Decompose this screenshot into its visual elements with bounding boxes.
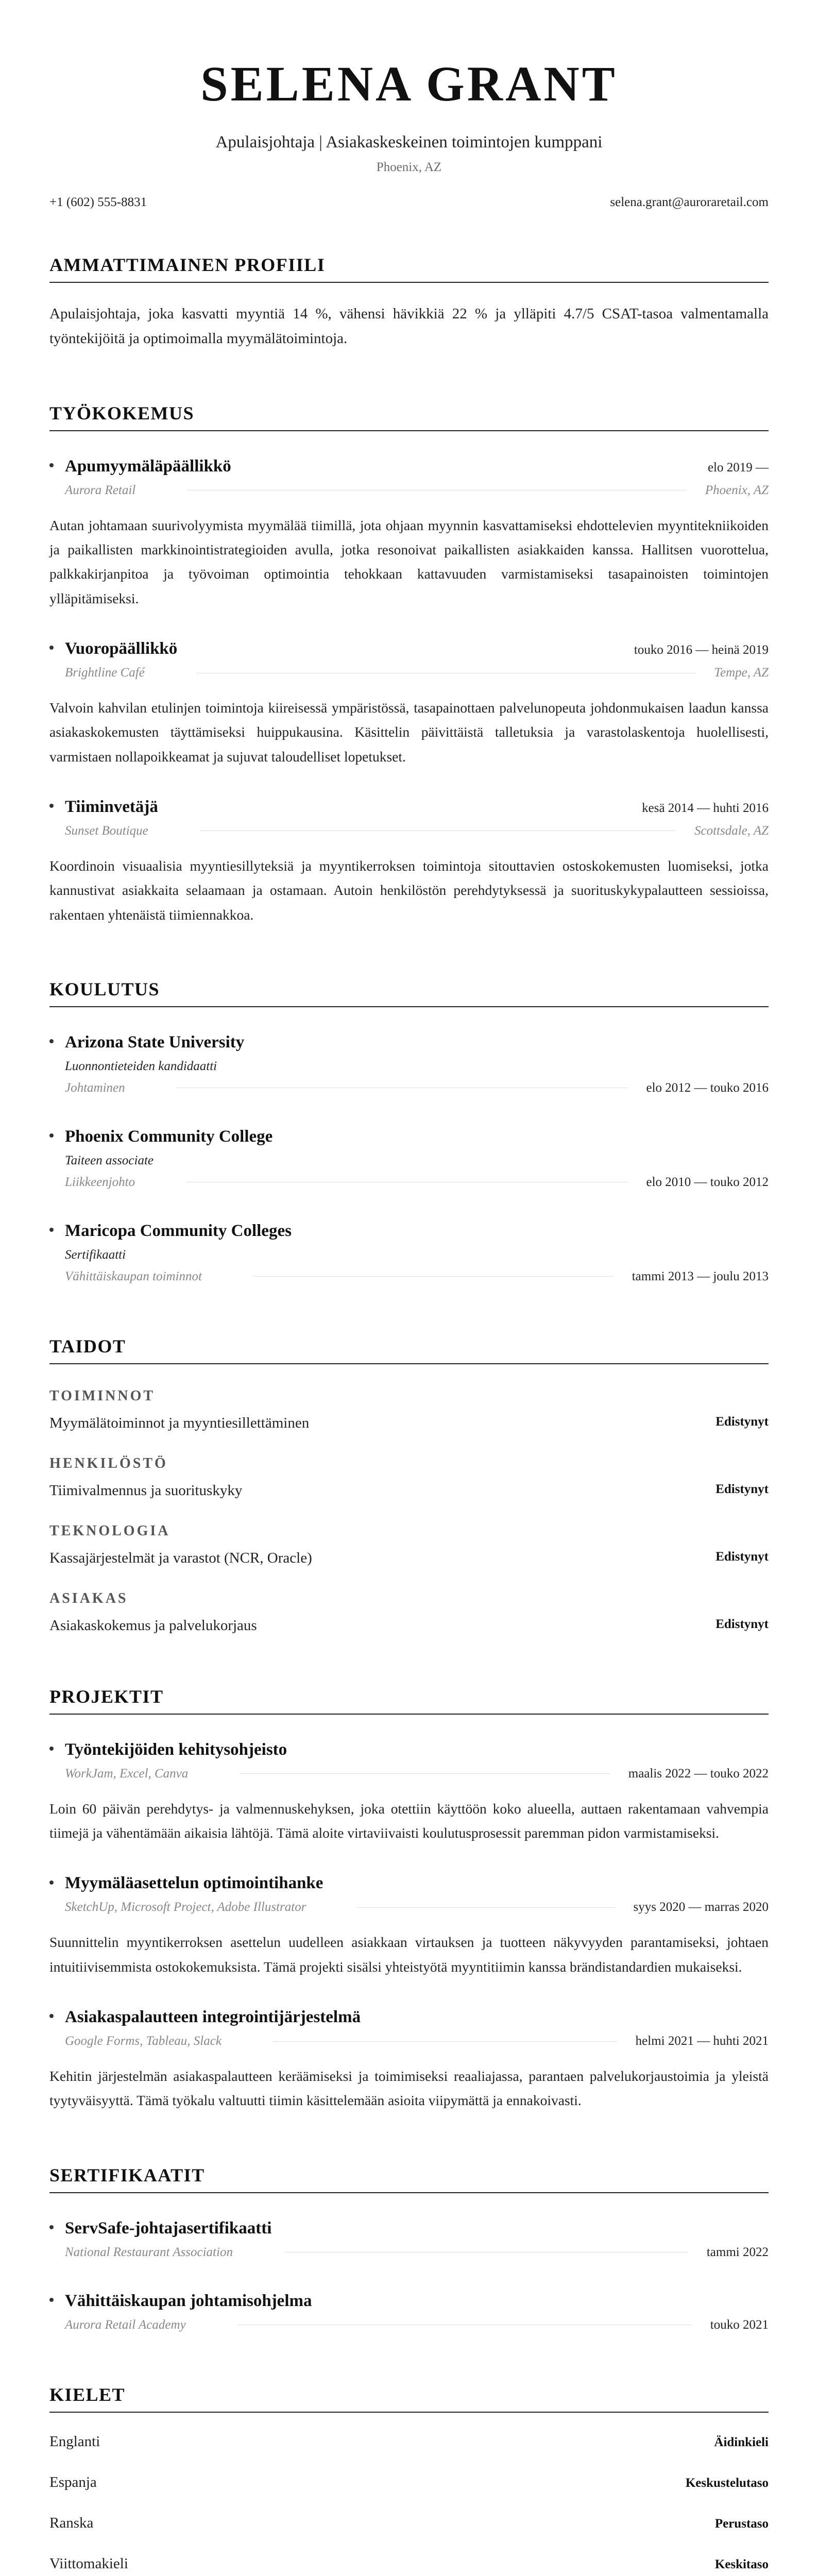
certification-date: touko 2021: [710, 2317, 769, 2332]
candidate-title: Apulaisjohtaja | Asiakaskeskeinen toimintojen kumppani: [215, 132, 603, 151]
project-description: Kehitin järjestelmän asiakaspalautteen keräämiseksi ja toimimiseksi reaaliajassa, parantaen palvelukorjaustoimia ja yleistä tyytyväisyyttä. Tämä työkalu valtuutti tiimin käsittelemään asioita viipymättä ja ennakoivasti.: [49, 2068, 769, 2109]
certification-date: tammi 2022: [706, 2245, 769, 2259]
project-entry: [49, 1874, 769, 1979]
section-heading: KIELET: [49, 2384, 769, 2413]
project-tools: SketchUp, Microsoft Project, Adobe Illustrator: [65, 1900, 306, 1914]
skill-category: HENKILÖSTÖ: [49, 1455, 168, 1471]
certification-issuer: National Restaurant Association: [65, 2245, 233, 2259]
profile-text: Apulaisjohtaja, joka kasvatti myyntiä 14 %, vähensi hävikkiä 22 % ja ylläpiti 4.7/5 CSAT-tasoa valmentamalla työntekijöitä ja optimoimalla myymälätoimintoja.: [49, 305, 769, 347]
job-date: elo 2019 —: [707, 460, 769, 474]
project-date: maalis 2022 — touko 2022: [628, 1766, 769, 1781]
experience-entry: [49, 798, 769, 927]
section-heading: TYÖKOKEMUS: [49, 402, 769, 431]
employer: Aurora Retail: [65, 483, 136, 497]
project-title: Myymäläasettelun optimointihanke: [65, 1874, 323, 1893]
experience-entry: [49, 457, 769, 611]
language-name: Englanti: [49, 2433, 100, 2450]
project-tools: Google Forms, Tableau, Slack: [65, 2034, 221, 2048]
divider: [253, 1276, 614, 1277]
certification-title: ServSafe-johtajasertifikaatti: [65, 2218, 272, 2238]
skill-level: Edistynyt: [715, 1549, 769, 1564]
skill-group: [49, 1455, 769, 1499]
school-name: Phoenix Community College: [65, 1127, 273, 1146]
job-title: Apumyymäläpäällikkö: [65, 456, 231, 476]
job-title: Vuoropäällikkö: [65, 639, 178, 658]
language-name: Espanja: [49, 2473, 97, 2490]
skill-group: [49, 1590, 769, 1634]
project-description: Suunnittelin myyntikerroksen asettelun uudelleen asiakkaan virtauksen ja tuotteen näkyvyyden parantamiseksi, johtaen intuitiivisemmista ostokokemuksista. Tämä projekti sisälsi yhteistyötä myyntitiimin kanssa brändistandardien mukaiseksi.: [49, 1934, 769, 1975]
section-heading: PROJEKTIT: [49, 1686, 769, 1715]
job-location: Scottsdale, AZ: [694, 823, 769, 838]
phone-link[interactable]: +1 (602) 555-8831: [49, 195, 147, 209]
project-date: syys 2020 — marras 2020: [633, 1900, 769, 1914]
job-description: Autan johtamaan suurivolyymista myymälää tiimillä, jota ohjaan myynnin kasvattamiseksi ehdottelevien myyntitekniikoiden ja paikallisten markkinointistrategioiden avulla, jotka resonoivat paikallisten asiakkaiden kanssa. Hallitsen vuorottelua, palkkakirjanpitoa ja työvoiman optimointia tehokkaan kattavuuden varmistamiseksi tasapainoisten toimintojen ylläpitämiseksi.: [49, 517, 769, 606]
candidate-location: Phoenix, AZ: [376, 160, 442, 174]
section-heading: TAIDOT: [49, 1335, 769, 1364]
job-description: Valvoin kahvilan etulinjen toimintoja kiireisessä ympäristössä, tasapainottaen palvelunopeuta johdonmukaisen laadun kanssa asiakaskokemusten täyttämiseksi huippukausina. Käsittelin päivittäistä talletuksia ja varastolaskentoja huolellisesti, varmistaen nollapoikkeamat ja sujuvat taloudelliset lopetukset.: [49, 700, 769, 765]
bullet-icon: [49, 2298, 54, 2302]
language-level: Keskustelutaso: [685, 2476, 769, 2490]
language-row: [49, 2515, 769, 2532]
project-description: Loin 60 päivän perehdytys- ja valmennuskehyksen, joka otettiin käyttöön koko alueella, auttaen rakentamaan vahvempia tiimejä ja vähentämään aikaisia lähtöjä. Tämä aloite virtaviivaisti koulutusprosessit paremman pidon varmistamiseksi.: [49, 1800, 769, 1841]
bullet-icon: [49, 1133, 54, 1138]
project-title: Asiakaspalautteen integrointijärjestelmä: [65, 2008, 361, 2026]
language-name: Ranska: [49, 2514, 94, 2531]
experience-entry: [49, 639, 769, 769]
certification-entry: [49, 2292, 769, 2332]
certification-issuer: Aurora Retail Academy: [65, 2317, 186, 2332]
language-row: [49, 2474, 769, 2491]
bullet-icon: [49, 2014, 54, 2018]
field-of-study: Vähittäiskaupan toiminnot: [65, 1269, 202, 1283]
job-location: Tempe, AZ: [714, 666, 769, 680]
skill-name: Kassajärjestelmät ja varastot (NCR, Oracle): [49, 1549, 312, 1566]
education-entry: [49, 1127, 769, 1190]
bullet-icon: [49, 646, 54, 650]
language-level: Perustaso: [714, 2516, 769, 2531]
job-location: Phoenix, AZ: [705, 483, 769, 497]
contact-row: [49, 195, 769, 210]
skill-category: TOIMINNOT: [49, 1387, 156, 1404]
job-description: Koordinoin visuaalisia myyntiesillyteksiä ja myyntikerroksen toimintoja sitouttavien ostoskokemusten luomiseksi, jotka kannustivat asiakkaita selaamaan ja ostamaan. Autoin henkilöstön perehdytyksessä ja suorituskykypalautteen sessioissa, rakentaen yhtenäistä tiimiennakkoa.: [49, 857, 769, 923]
field-of-study: Johtaminen: [65, 1080, 125, 1095]
skills-section: [49, 1335, 769, 1634]
certification-title: Vähittäiskaupan johtamisohjelma: [65, 2291, 312, 2310]
resume-header: [49, 57, 769, 210]
projects-section: [49, 1686, 769, 2113]
project-entry: [49, 2008, 769, 2113]
skill-group: [49, 1388, 769, 1432]
profile-section: [49, 254, 769, 351]
project-entry: [49, 1740, 769, 1845]
job-date: kesä 2014 — huhti 2016: [642, 801, 769, 815]
employer: Sunset Boutique: [65, 823, 148, 838]
languages-section: [49, 2384, 769, 2572]
job-title: Tiiminvetäjä: [65, 797, 158, 816]
skill-category: TEKNOLOGIA: [49, 1522, 171, 1539]
bullet-icon: [49, 2225, 54, 2229]
bullet-icon: [49, 463, 54, 467]
project-tools: WorkJam, Excel, Canva: [65, 1766, 189, 1781]
skill-name: Myymälätoiminnot ja myyntiesillettäminen: [49, 1414, 310, 1431]
bullet-icon: [49, 804, 54, 808]
project-date: helmi 2021 — huhti 2021: [635, 2034, 769, 2048]
education-date: tammi 2013 — joulu 2013: [632, 1269, 769, 1283]
experience-section: [49, 402, 769, 927]
language-level: Äidinkieli: [714, 2435, 769, 2449]
skill-category: ASIAKAS: [49, 1590, 128, 1606]
school-name: Maricopa Community Colleges: [65, 1221, 292, 1240]
field-of-study: Liikkeenjohto: [65, 1175, 135, 1189]
divider: [357, 1907, 615, 1908]
job-date: touko 2016 — heinä 2019: [634, 643, 769, 657]
skill-name: Asiakaskokemus ja palvelukorjaus: [49, 1617, 257, 1634]
language-row: [49, 2433, 769, 2450]
skill-level: Edistynyt: [715, 1414, 769, 1429]
education-date: elo 2010 — touko 2012: [646, 1175, 769, 1189]
bullet-icon: [49, 1880, 54, 1885]
divider: [273, 2041, 617, 2042]
email-link[interactable]: selena.grant@auroraretail.com: [610, 195, 769, 209]
language-row: [49, 2555, 769, 2572]
bullet-icon: [49, 1228, 54, 1232]
skill-level: Edistynyt: [715, 1617, 769, 1631]
school-name: Arizona State University: [65, 1032, 245, 1052]
language-name: Viittomakieli: [49, 2555, 128, 2572]
skill-level: Edistynyt: [715, 1482, 769, 1496]
education-entry: [49, 1222, 769, 1284]
education-entry: [49, 1033, 769, 1095]
language-list: [49, 2433, 769, 2572]
section-heading: KOULUTUS: [49, 978, 769, 1007]
education-section: [49, 978, 769, 1284]
degree: Luonnontieteiden kandidaatti: [65, 1059, 217, 1073]
section-heading: AMMATTIMAINEN PROFIILI: [49, 254, 769, 283]
degree: Taiteen associate: [65, 1153, 154, 1167]
bullet-icon: [49, 1747, 54, 1751]
bullet-icon: [49, 1039, 54, 1043]
skill-name: Tiimivalmennus ja suorituskyky: [49, 1482, 243, 1499]
certification-entry: [49, 2219, 769, 2260]
employer: Brightline Café: [65, 666, 145, 680]
certifications-section: [49, 2164, 769, 2332]
language-level: Keskitaso: [714, 2557, 769, 2571]
skill-group: [49, 1523, 769, 1567]
section-heading: SERTIFIKAATIT: [49, 2164, 769, 2193]
candidate-name: SELENA GRANT: [200, 56, 618, 111]
education-date: elo 2012 — touko 2016: [646, 1080, 769, 1095]
divider: [240, 1773, 609, 1774]
project-title: Työntekijöiden kehitysohjeisto: [65, 1740, 287, 1759]
degree: Sertifikaatti: [65, 1247, 126, 1262]
